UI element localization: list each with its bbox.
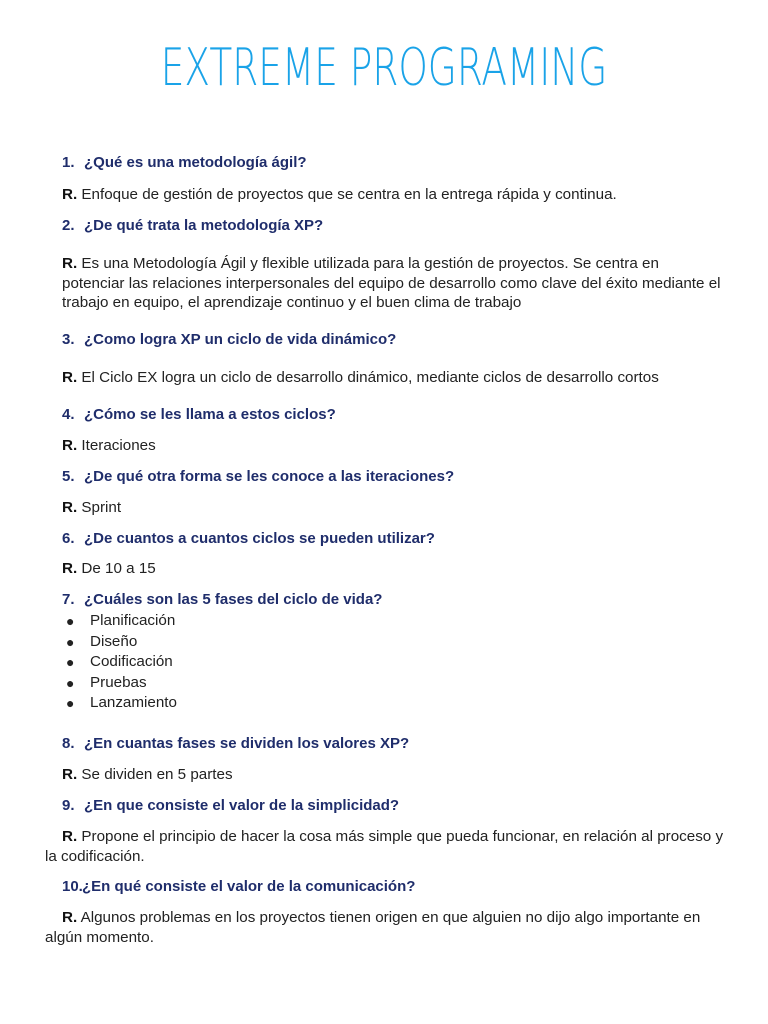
question-text: ¿En qué consiste el valor de la comunicación? bbox=[82, 878, 416, 895]
question-4 bbox=[62, 406, 336, 423]
question-5 bbox=[62, 468, 454, 485]
answer-3 bbox=[62, 368, 722, 388]
answer-4 bbox=[62, 436, 722, 456]
answer-2 bbox=[62, 254, 722, 313]
answer-text: Algunos problemas en los proyectos tienen origen en que alguien no dijo algo importante en algún momento. bbox=[45, 909, 701, 946]
bullet-icon: ● bbox=[66, 695, 75, 712]
list-item: ● Lanzamiento bbox=[62, 693, 177, 714]
question-6 bbox=[62, 530, 435, 547]
answer-prefix: R. bbox=[62, 255, 78, 272]
question-number: 6. bbox=[62, 530, 75, 547]
question-text: ¿De qué trata la metodología XP? bbox=[84, 217, 324, 234]
question-number: 9. bbox=[62, 797, 75, 814]
answer-8 bbox=[62, 765, 722, 785]
phase-list bbox=[62, 611, 177, 714]
question-number: 2. bbox=[62, 217, 75, 234]
list-item: ● Planificación bbox=[62, 611, 177, 632]
answer-prefix: R. bbox=[62, 437, 78, 454]
answer-5 bbox=[62, 498, 722, 518]
list-item: ● Pruebas bbox=[62, 673, 177, 694]
list-item: ● Diseño bbox=[62, 632, 177, 653]
question-number: 4. bbox=[62, 406, 75, 423]
question-text: ¿En que consiste el valor de la simplicidad? bbox=[84, 797, 400, 814]
answer-1 bbox=[62, 185, 722, 205]
answer-prefix: R. bbox=[62, 560, 78, 577]
bullet-icon: ● bbox=[66, 613, 75, 629]
question-number: 3. bbox=[62, 331, 75, 348]
answer-text: Se dividen en 5 partes bbox=[81, 766, 233, 783]
answer-prefix: R. bbox=[62, 828, 78, 845]
question-number: 5. bbox=[62, 468, 75, 485]
question-2 bbox=[62, 217, 323, 234]
question-text: ¿Cómo se les llama a estos ciclos? bbox=[84, 406, 336, 423]
answer-prefix: R. bbox=[62, 369, 78, 386]
answer-text: Propone el principio de hacer la cosa más simple que pueda funcionar, en relación al proceso y la codificación. bbox=[45, 828, 724, 865]
question-3 bbox=[62, 331, 396, 348]
question-number: 8. bbox=[62, 735, 75, 752]
bullet-icon: ● bbox=[66, 633, 75, 650]
document-title: EXTREME PROGRAMING bbox=[160, 38, 608, 98]
answer-text: Es una Metodología Ágil y flexible utilizada para la gestión de proyectos. Se centra en potenciar las relaciones interpersonales del equipo de desarrollo como clave del éxito mediante el trabajo en equipo, el aprendizaje continuo y el buen clima de trabajo bbox=[62, 255, 721, 311]
answer-text: Iteraciones bbox=[81, 437, 156, 454]
question-text: ¿En cuantas fases se dividen los valores XP? bbox=[84, 735, 410, 752]
question-8 bbox=[62, 735, 409, 752]
answer-prefix: R. bbox=[62, 766, 78, 783]
question-10 bbox=[62, 878, 415, 895]
question-text: ¿Como logra XP un ciclo de vida dinámico? bbox=[84, 331, 397, 348]
question-text: ¿Cuáles son las 5 fases del ciclo de vida? bbox=[84, 591, 383, 608]
answer-text: Sprint bbox=[81, 499, 122, 516]
answer-10 bbox=[45, 908, 725, 947]
answer-text: Enfoque de gestión de proyectos que se centra en la entrega rápida y continua. bbox=[81, 186, 617, 203]
question-number: 7. bbox=[62, 591, 75, 608]
answer-text: El Ciclo EX logra un ciclo de desarrollo dinámico, mediante ciclos de desarrollo cortos bbox=[81, 369, 659, 386]
answer-prefix: R. bbox=[62, 499, 78, 516]
answer-6 bbox=[62, 559, 722, 579]
question-number: 10. bbox=[62, 878, 83, 895]
answer-text: De 10 a 15 bbox=[81, 560, 156, 577]
answer-prefix: R. bbox=[62, 186, 78, 203]
question-text: ¿Qué es una metodología ágil? bbox=[84, 154, 307, 171]
bullet-icon: ● bbox=[66, 674, 75, 691]
bullet-icon: ● bbox=[66, 654, 75, 671]
question-7 bbox=[62, 591, 382, 608]
list-item: ● Codificación bbox=[62, 652, 177, 673]
question-text: ¿De cuantos a cuantos ciclos se pueden utilizar? bbox=[84, 530, 435, 547]
question-number: 1. bbox=[62, 154, 75, 171]
question-text: ¿De qué otra forma se les conoce a las iteraciones? bbox=[84, 468, 455, 485]
question-1 bbox=[62, 154, 307, 171]
question-9 bbox=[62, 797, 399, 814]
answer-prefix: R. bbox=[62, 909, 78, 926]
answer-9 bbox=[45, 827, 725, 866]
